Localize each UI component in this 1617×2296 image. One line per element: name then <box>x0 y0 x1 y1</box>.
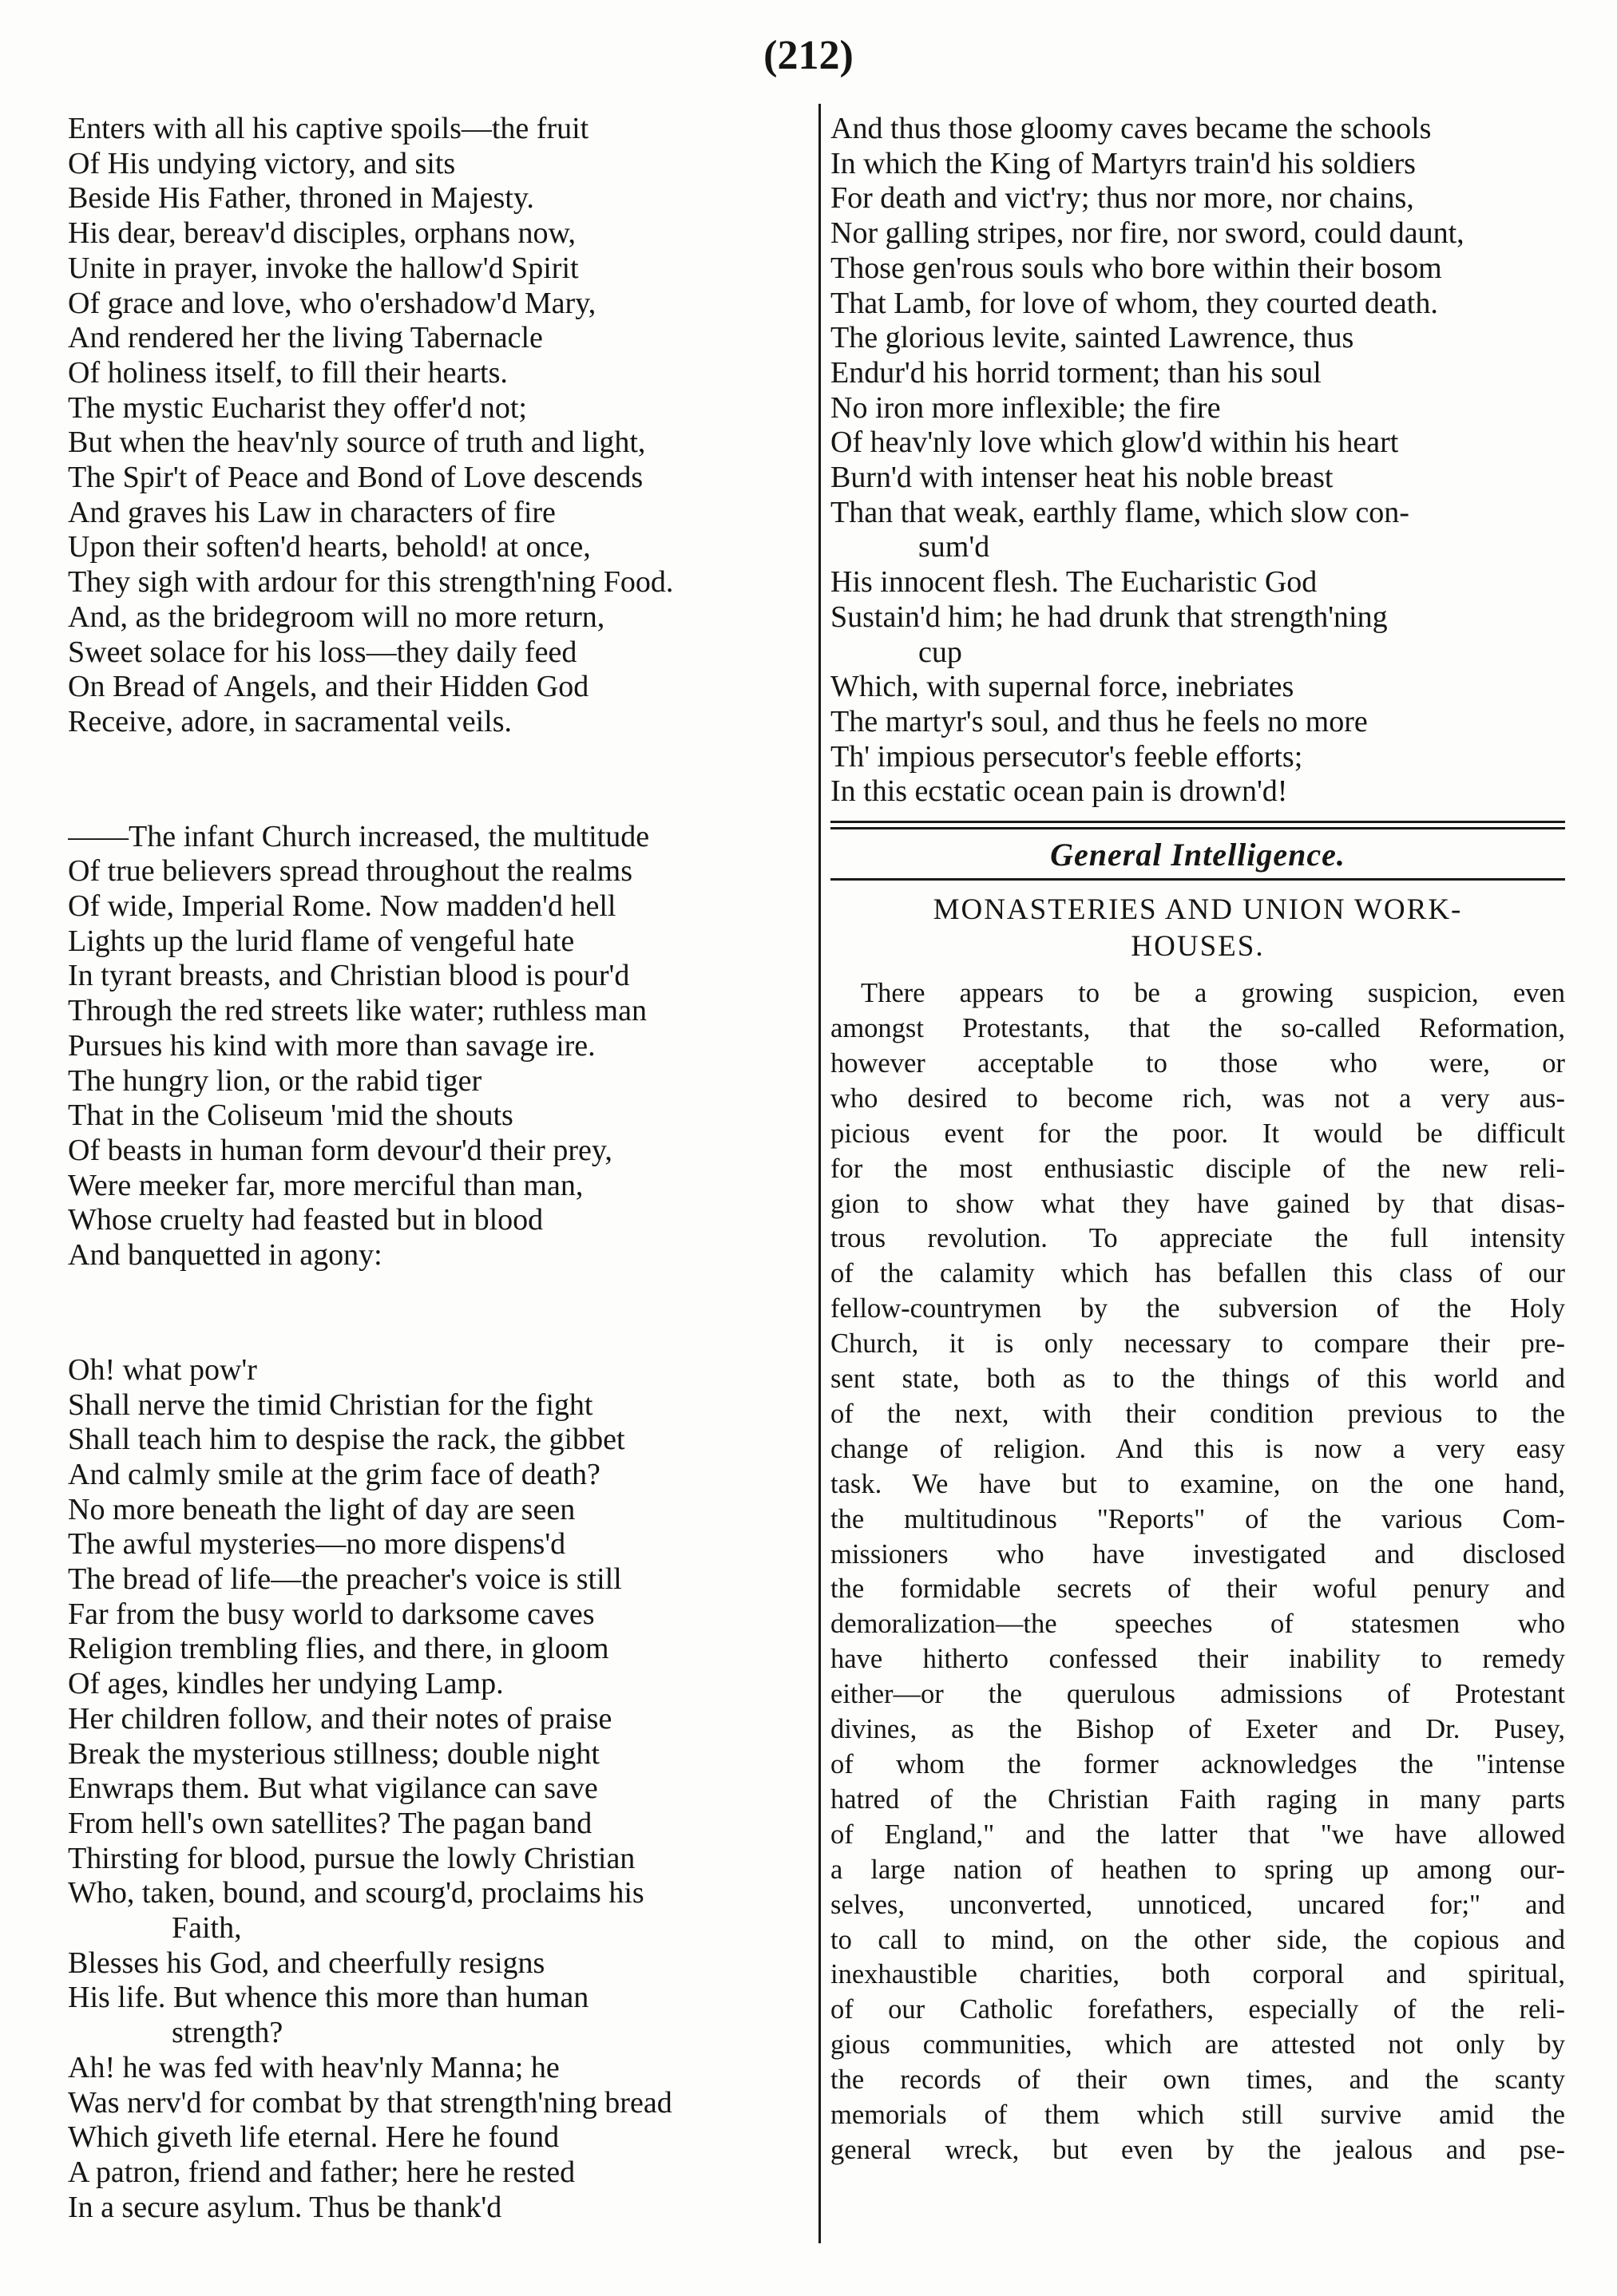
article-line: selves, unconverted, unnoticed, uncared for;" and <box>830 1889 1565 1920</box>
poem-line: strength? <box>172 2016 283 2050</box>
poem-line: Break the mysterious stillness; double night <box>68 1736 600 1771</box>
article-line: demoralization—the speeches of statesmen who <box>830 1609 1565 1640</box>
poem-line: Was nerv'd for combat by that strength'ning bread <box>68 2085 672 2120</box>
poem-line: In tyrant breasts, and Christian blood is pour'd <box>68 959 630 993</box>
column-divider <box>818 104 821 2243</box>
right-column <box>830 112 1565 2168</box>
poem-line: His life. But whence this more than human <box>68 1981 589 2015</box>
poem-line: Which giveth life eternal. Here he found <box>68 2120 560 2155</box>
poem-line: In which the King of Martyrs train'd his soldiers <box>830 146 1416 180</box>
poem-line: Upon their soften'd hearts, behold! at once, <box>68 530 591 564</box>
article-line: of the next, with their condition previous to the <box>830 1398 1565 1429</box>
poem-line: Her children follow, and their notes of praise <box>68 1701 612 1736</box>
poem-line: Through the red streets like water; ruthless man <box>68 994 647 1028</box>
poem-line: And graves his Law in characters of fire <box>68 495 556 529</box>
poem-line: Endur'd his horrid torment; than his soul <box>830 355 1322 390</box>
article-line: a large nation of heathen to spring up among our- <box>830 1854 1565 1885</box>
article-line: general wreck, but even by the jealous and pse- <box>830 2134 1565 2165</box>
poem-line: Of ages, kindles her undying Lamp. <box>68 1667 504 1701</box>
article-line: either—or the querulous admissions of Protestant <box>830 1679 1565 1710</box>
poem-line: sum'd <box>918 530 990 564</box>
poem-line: Of His undying victory, and sits <box>68 146 456 180</box>
poem-line: Shall nerve the timid Christian for the fight <box>68 1387 593 1422</box>
article-line: the records of their own times, and the scanty <box>830 2064 1565 2096</box>
article-line: fellow-countrymen by the subversion of the Holy <box>830 1293 1565 1324</box>
poem-line: His innocent flesh. The Eucharistic God <box>830 565 1318 600</box>
poem-line: Receive, adore, in sacramental veils. <box>68 704 513 738</box>
poem-line: Which, with supernal force, inebriates <box>830 670 1294 704</box>
article-line: picious event for the poor. It would be difficult <box>830 1118 1565 1149</box>
article-line: memorials of them which still survive amid the <box>830 2100 1565 2131</box>
poem-line: Enwraps them. But what vigilance can save <box>68 1771 598 1806</box>
article-line: have hitherto confessed their inability to remedy <box>830 1644 1565 1675</box>
poem-line: Of grace and love, who o'ershadow'd Mary, <box>68 286 596 320</box>
section-divider-bottom <box>830 878 1565 881</box>
poem-line: The bread of life—the preacher's voice is still <box>68 1562 622 1597</box>
poem-line: No more beneath the light of day are seen <box>68 1492 576 1526</box>
poem-line: A patron, friend and father; here he rested <box>68 2155 576 2189</box>
article-line: of our Catholic forefathers, especially of the reli- <box>830 1994 1565 2025</box>
poem-line: Lights up the lurid flame of vengeful hate <box>68 924 575 958</box>
poem-line: And thus those gloomy caves became the schools <box>830 112 1432 145</box>
poem-line: The glorious levite, sainted Lawrence, thus <box>830 321 1354 355</box>
poem-line: Shall teach him to despise the rack, the gibbet <box>68 1423 625 1457</box>
article-line: of England," and the latter that "we have allowed <box>830 1819 1565 1850</box>
section-divider-top <box>830 821 1565 829</box>
article-line: change of religion. And this is now a very easy <box>830 1433 1565 1464</box>
poem-line: ——The infant Church increased, the multitude <box>68 819 650 853</box>
poem-line: That Lamb, for love of whom, they courted death. <box>830 286 1438 320</box>
poem-line: Faith, <box>172 1911 242 1946</box>
right-column-poem <box>830 112 1565 810</box>
poem-line: cup <box>918 635 962 669</box>
left-column-poem <box>68 112 810 2225</box>
article-line: hatred of the Christian Faith raging in many parts <box>830 1783 1565 1815</box>
article-line: who desired to become rich, was not a very aus- <box>830 1083 1565 1114</box>
article-line: the formidable secrets of their woful penury and <box>830 1574 1565 1605</box>
article-title <box>830 892 1565 965</box>
poem-line: Of wide, Imperial Rome. Now madden'd hell <box>68 889 616 924</box>
article-line: of whom the former acknowledges the "intense <box>830 1749 1565 1779</box>
article-line: gion to show what they have gained by that disas- <box>830 1188 1565 1219</box>
poem-line: And, as the bridegroom will no more return, <box>68 600 605 634</box>
poem-line: Oh! what pow'r <box>68 1352 257 1387</box>
poem-line: The Spir't of Peace and Bond of Love descends <box>68 461 644 495</box>
poem-line: Of holiness itself, to fill their hearts. <box>68 355 508 390</box>
article-line: missioners who have investigated and disclosed <box>830 1538 1565 1570</box>
poem-line: Sustain'd him; he had drunk that strength'ning <box>830 600 1388 634</box>
article-line: the multitudinous "Reports" of the various Com- <box>830 1503 1565 1534</box>
poem-line: In this ecstatic ocean pain is drown'd! <box>830 774 1288 809</box>
poem-line: From hell's own satellites? The pagan band <box>68 1806 593 1840</box>
poem-line: The mystic Eucharist they offer'd not; <box>68 390 527 425</box>
poem-line: The hungry lion, or the rabid tiger <box>68 1063 482 1098</box>
poem-line: Nor galling stripes, nor fire, nor sword, could daunt, <box>830 216 1464 251</box>
poem-line: Who, taken, bound, and scourg'd, proclaims his <box>68 1876 644 1910</box>
article-line: gious communities, which are attested not only by <box>830 2029 1565 2060</box>
article-line: task. We have but to examine, on the one hand, <box>830 1468 1565 1499</box>
poem-line: On Bread of Angels, and their Hidden God <box>68 670 589 704</box>
poem-line: Blesses his God, and cheerfully resigns <box>68 1946 545 1980</box>
poem-line: Of true believers spread throughout the realms <box>68 854 632 889</box>
article-title-line: MONASTERIES AND UNION WORK- <box>933 893 1463 927</box>
poem-line: Of heav'nly love which glow'd within his heart <box>830 426 1399 460</box>
article-body <box>830 976 1565 2168</box>
poem-line: Pursues his kind with more than savage ire. <box>68 1028 596 1063</box>
poem-line: Unite in prayer, invoke the hallow'd Spirit <box>68 251 579 285</box>
poem-line: In a secure asylum. Thus be thank'd <box>68 2190 502 2224</box>
poem-line: Religion trembling flies, and there, in gloom <box>68 1632 609 1666</box>
poem-line: Th' impious persecutor's feeble efforts; <box>830 739 1303 774</box>
poem-line: Than that weak, earthly flame, which slow con- <box>830 495 1409 529</box>
poem-line: Ah! he was fed with heav'nly Manna; he <box>68 2050 560 2084</box>
poem-line: They sigh with ardour for this strength'ning Food. <box>68 565 674 600</box>
poem-line: Of beasts in human form devour'd their prey, <box>68 1133 612 1167</box>
poem-line: Enters with all his captive spoils—the fruit <box>68 112 589 145</box>
poem-line: But when the heav'nly source of truth and light, <box>68 426 646 460</box>
page-number: (212) <box>763 33 854 78</box>
article-line: for the most enthusiastic disciple of the new reli- <box>830 1153 1565 1184</box>
poem-line: And rendered her the living Tabernacle <box>68 321 543 355</box>
poem-line: The martyr's soul, and thus he feels no more <box>830 704 1368 738</box>
poem-line: No iron more inflexible; the fire <box>830 390 1221 425</box>
article-line: There appears to be a growing suspicion, even <box>861 978 1565 1009</box>
stanza-gap <box>68 1273 810 1353</box>
poem-line: Burn'd with intenser heat his noble breast <box>830 461 1334 495</box>
article-line: amongst Protestants, that the so-called Reformation, <box>830 1012 1565 1043</box>
poem-line: Those gen'rous souls who bore within their bosom <box>830 251 1442 285</box>
section-heading: General Intelligence. <box>1050 837 1346 873</box>
poem-line: For death and vict'ry; thus nor more, nor chains, <box>830 181 1414 216</box>
poem-line: His dear, bereav'd disciples, orphans now, <box>68 216 577 251</box>
poem-line: Far from the busy world to darksome caves <box>68 1597 595 1631</box>
poem-line: And calmly smile at the grim face of death? <box>68 1457 600 1491</box>
article-line: however acceptable to those who were, or <box>830 1047 1565 1079</box>
poem-line: Were meeker far, more merciful than man, <box>68 1168 584 1202</box>
poem-line: That in the Coliseum 'mid the shouts <box>68 1099 513 1133</box>
article-line: divines, as the Bishop of Exeter and Dr. Pusey, <box>830 1714 1565 1745</box>
poem-line: Whose cruelty had feasted but in blood <box>68 1203 544 1237</box>
article-line: sent state, both as to the things of this world and <box>830 1364 1565 1395</box>
article-title-line: HOUSES. <box>1131 930 1265 964</box>
article-line: trous revolution. To appreciate the full intensity <box>830 1223 1565 1254</box>
poem-line: Thirsting for blood, pursue the lowly Christian <box>68 1841 636 1875</box>
article-line: to call to mind, on the other side, the copious and <box>830 1924 1565 1955</box>
poem-line: Beside His Father, throned in Majesty. <box>68 181 534 216</box>
poem-line: And banquetted in agony: <box>68 1238 382 1273</box>
stanza-gap <box>68 740 810 820</box>
article-line: Church, it is only necessary to compare their pre- <box>830 1328 1565 1360</box>
article-line: inexhaustible charities, both corporal and spiritual, <box>830 1959 1565 1990</box>
poem-line: Sweet solace for his loss—they daily feed <box>68 635 577 669</box>
poem-line: The awful mysteries—no more dispens'd <box>68 1527 566 1562</box>
article-line: of the calamity which has befallen this class of our <box>830 1258 1565 1289</box>
